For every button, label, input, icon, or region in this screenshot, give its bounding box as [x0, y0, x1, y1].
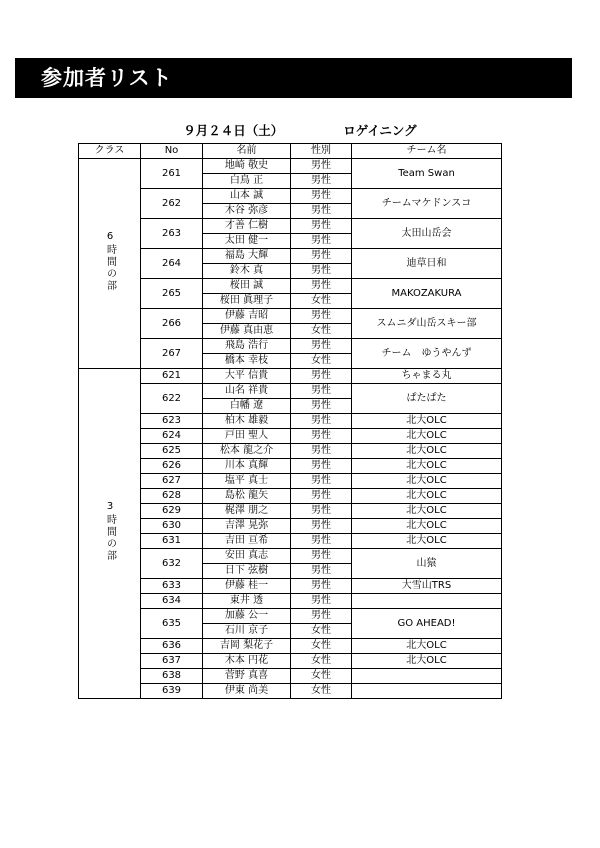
team-name: 北大OLC — [352, 489, 502, 504]
team-number: 623 — [141, 414, 203, 429]
event-date: ９月２４日（土） — [183, 123, 284, 138]
member-name: 吉田 亘希 — [203, 534, 291, 549]
header-gender: 性別 — [291, 144, 352, 159]
member-name: 菅野 真喜 — [203, 669, 291, 684]
team-number: 625 — [141, 444, 203, 459]
table-row — [79, 249, 502, 264]
member-name: 加藤 公一 — [203, 609, 291, 624]
division-label-cell — [79, 369, 141, 699]
member-gender: 男性 — [291, 594, 352, 609]
team-number: 628 — [141, 489, 203, 504]
table-row — [79, 669, 502, 684]
team-name: 山猿 — [352, 549, 502, 579]
team-name: 北大OLC — [352, 429, 502, 444]
member-gender: 男性 — [291, 204, 352, 219]
member-name: 福島 大輝 — [203, 249, 291, 264]
member-gender: 男性 — [291, 564, 352, 579]
member-name: 日下 弦樹 — [203, 564, 291, 579]
member-name: 木本 円花 — [203, 654, 291, 669]
division-label: 3時間の部 — [104, 500, 116, 562]
table-row — [79, 444, 502, 459]
header-no: No — [141, 144, 203, 159]
team-name: スムニダ山岳スキー部 — [352, 309, 502, 339]
team-number: 266 — [141, 309, 203, 339]
table-row — [79, 384, 502, 399]
team-number: 631 — [141, 534, 203, 549]
member-name: 飛島 浩行 — [203, 339, 291, 354]
event-name: ロゲイニング — [343, 123, 417, 138]
table-row — [79, 579, 502, 594]
table-row — [79, 519, 502, 534]
member-gender: 男性 — [291, 384, 352, 399]
member-gender: 女性 — [291, 624, 352, 639]
subtitle — [0, 121, 600, 139]
member-name: 白鳥 正 — [203, 174, 291, 189]
member-name: 伊藤 真由恵 — [203, 324, 291, 339]
member-gender: 男性 — [291, 189, 352, 204]
member-name: 梶澤 朋之 — [203, 504, 291, 519]
title-bar — [15, 58, 572, 98]
member-name: 安田 真志 — [203, 549, 291, 564]
table-row — [79, 684, 502, 699]
member-name: 伊東 尚美 — [203, 684, 291, 699]
member-name: 才善 仁樹 — [203, 219, 291, 234]
member-name: 戸田 聖人 — [203, 429, 291, 444]
table-row — [79, 489, 502, 504]
member-name: 桜田 眞理子 — [203, 294, 291, 309]
member-name: 山本 誠 — [203, 189, 291, 204]
team-number: 637 — [141, 654, 203, 669]
team-name: 北大OLC — [352, 534, 502, 549]
member-gender: 男性 — [291, 369, 352, 384]
member-gender: 男性 — [291, 489, 352, 504]
member-gender: 男性 — [291, 234, 352, 249]
table-row — [79, 219, 502, 234]
member-gender: 男性 — [291, 429, 352, 444]
table-row — [79, 159, 502, 174]
team-number: 633 — [141, 579, 203, 594]
header-class: クラス — [79, 144, 141, 159]
member-name: 橋本 幸枝 — [203, 354, 291, 369]
division-label: 6時間の部 — [104, 230, 116, 292]
team-name: 迪草日和 — [352, 249, 502, 279]
team-name: 北大OLC — [352, 414, 502, 429]
table-row — [79, 534, 502, 549]
team-number: 624 — [141, 429, 203, 444]
team-number: 263 — [141, 219, 203, 249]
team-name: MAKOZAKURA — [352, 279, 502, 309]
member-name: 鈴木 真 — [203, 264, 291, 279]
team-number: 265 — [141, 279, 203, 309]
member-gender: 男性 — [291, 249, 352, 264]
team-number: 261 — [141, 159, 203, 189]
team-name: ぱたぱた — [352, 384, 502, 414]
member-name: 塩平 真士 — [203, 474, 291, 489]
member-name: 吉澤 晃弥 — [203, 519, 291, 534]
member-name: 白幡 遼 — [203, 399, 291, 414]
team-number: 626 — [141, 459, 203, 474]
team-name: チームマケドンスコ — [352, 189, 502, 219]
member-gender: 女性 — [291, 294, 352, 309]
table-row — [79, 474, 502, 489]
table-row — [79, 459, 502, 474]
member-name: 桜田 誠 — [203, 279, 291, 294]
member-name: 吉岡 梨花子 — [203, 639, 291, 654]
team-name: 北大OLC — [352, 654, 502, 669]
member-name: 太田 健一 — [203, 234, 291, 249]
table-row — [79, 504, 502, 519]
team-name: 大雪山TRS — [352, 579, 502, 594]
team-number: 636 — [141, 639, 203, 654]
member-name: 柏木 雄毅 — [203, 414, 291, 429]
member-gender: 男性 — [291, 504, 352, 519]
team-number: 632 — [141, 549, 203, 579]
member-gender: 女性 — [291, 354, 352, 369]
team-name: 太田山岳会 — [352, 219, 502, 249]
member-gender: 男性 — [291, 444, 352, 459]
team-name: 北大OLC — [352, 459, 502, 474]
member-gender: 男性 — [291, 399, 352, 414]
table-row — [79, 279, 502, 294]
team-number: 621 — [141, 369, 203, 384]
team-name — [352, 684, 502, 699]
table-row — [79, 429, 502, 444]
team-name: Team Swan — [352, 159, 502, 189]
header-name: 名前 — [203, 144, 291, 159]
table-row — [79, 654, 502, 669]
team-name: 北大OLC — [352, 519, 502, 534]
member-gender: 男性 — [291, 414, 352, 429]
member-gender: 男性 — [291, 549, 352, 564]
team-number: 264 — [141, 249, 203, 279]
member-name: 伊藤 桂一 — [203, 579, 291, 594]
member-gender: 男性 — [291, 339, 352, 354]
member-gender: 女性 — [291, 654, 352, 669]
member-name: 山名 祥貴 — [203, 384, 291, 399]
member-gender: 男性 — [291, 264, 352, 279]
team-number: 629 — [141, 504, 203, 519]
division-label-cell — [79, 159, 141, 369]
team-number: 634 — [141, 594, 203, 609]
member-gender: 男性 — [291, 579, 352, 594]
team-number: 262 — [141, 189, 203, 219]
team-number: 630 — [141, 519, 203, 534]
table-row — [79, 609, 502, 624]
member-name: 木谷 弥彦 — [203, 204, 291, 219]
team-name: 北大OLC — [352, 474, 502, 489]
team-number: 639 — [141, 684, 203, 699]
member-name: 大平 信貴 — [203, 369, 291, 384]
member-gender: 女性 — [291, 669, 352, 684]
team-number: 638 — [141, 669, 203, 684]
table-row — [79, 369, 502, 384]
team-name: 北大OLC — [352, 639, 502, 654]
team-number: 622 — [141, 384, 203, 414]
team-name: 北大OLC — [352, 504, 502, 519]
member-gender: 男性 — [291, 519, 352, 534]
member-gender: 男性 — [291, 279, 352, 294]
member-gender: 女性 — [291, 639, 352, 654]
table-row — [79, 549, 502, 564]
member-name: 石川 京子 — [203, 624, 291, 639]
member-gender: 男性 — [291, 459, 352, 474]
member-gender: 女性 — [291, 324, 352, 339]
member-name: 松本 龍之介 — [203, 444, 291, 459]
team-name: GO AHEAD! — [352, 609, 502, 639]
member-gender: 男性 — [291, 474, 352, 489]
team-number: 267 — [141, 339, 203, 369]
member-gender: 男性 — [291, 159, 352, 174]
table-body — [79, 159, 502, 699]
member-gender: 男性 — [291, 534, 352, 549]
member-name: 伊藤 吉昭 — [203, 309, 291, 324]
header-team: チーム名 — [352, 144, 502, 159]
team-name — [352, 594, 502, 609]
table-row — [79, 339, 502, 354]
team-name: チーム ゆうやんず — [352, 339, 502, 369]
table-row — [79, 594, 502, 609]
team-number: 635 — [141, 609, 203, 639]
table-row — [79, 639, 502, 654]
table-row — [79, 414, 502, 429]
participant-table — [78, 143, 502, 699]
member-name: 東井 透 — [203, 594, 291, 609]
member-name: 地崎 敬史 — [203, 159, 291, 174]
header-row — [79, 144, 502, 159]
member-gender: 男性 — [291, 219, 352, 234]
member-gender: 男性 — [291, 309, 352, 324]
team-name: 北大OLC — [352, 444, 502, 459]
team-number: 627 — [141, 474, 203, 489]
member-name: 島松 龍矢 — [203, 489, 291, 504]
page-title: 参加者リスト — [41, 66, 173, 90]
member-gender: 女性 — [291, 684, 352, 699]
member-name: 川本 真輝 — [203, 459, 291, 474]
member-gender: 男性 — [291, 609, 352, 624]
team-name: ちゃまる丸 — [352, 369, 502, 384]
table-row — [79, 309, 502, 324]
member-gender: 男性 — [291, 174, 352, 189]
table-row — [79, 189, 502, 204]
team-name — [352, 669, 502, 684]
